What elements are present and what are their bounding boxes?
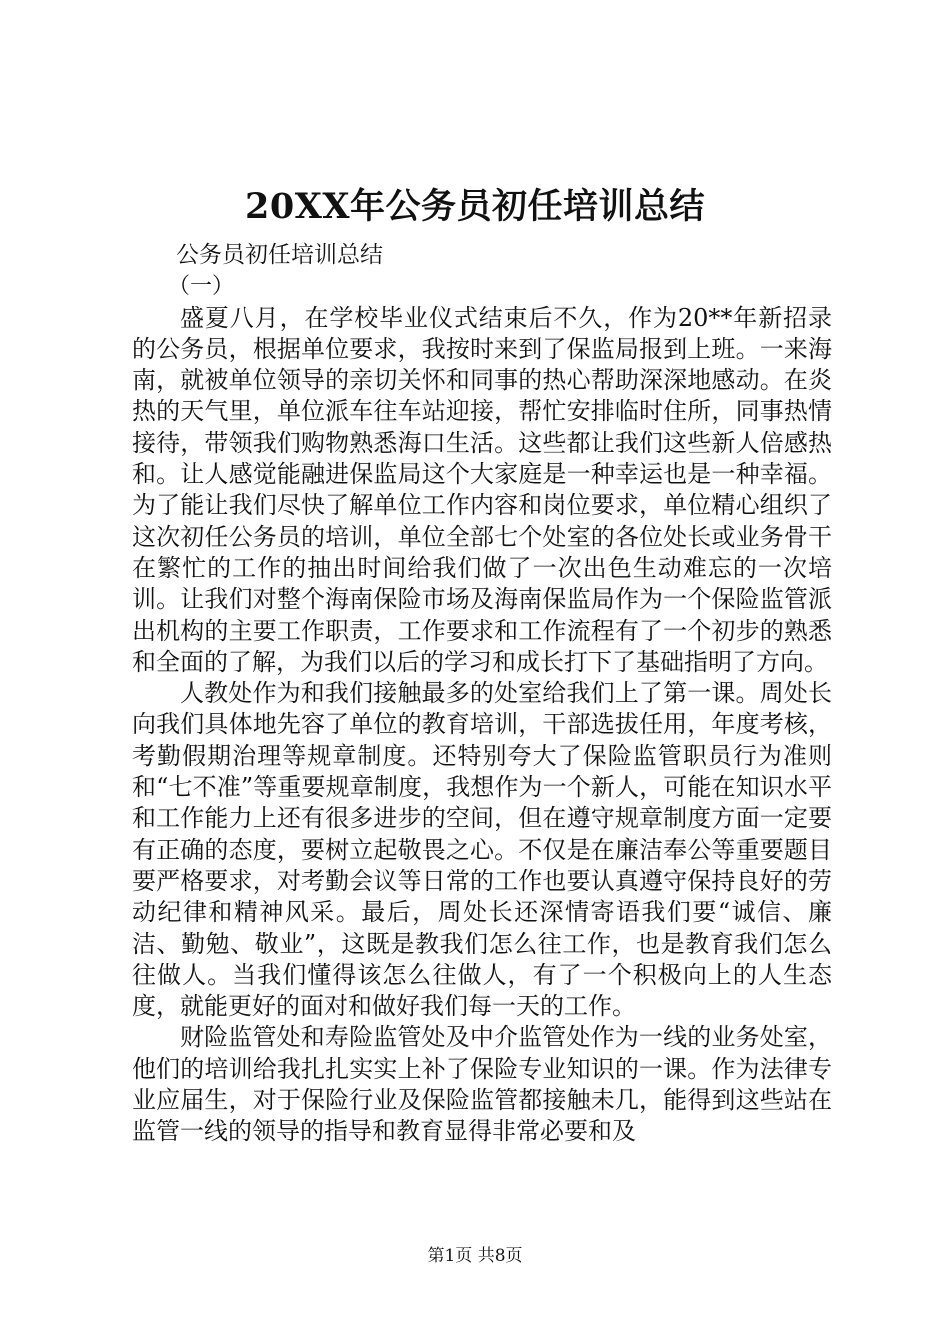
paragraph: 人教处作为和我们接触最多的处室给我们上了第一课。周处长向我们具体地先容了单位的教育培训，干部选拔任用，年度考核，考勤假期治理等规章制度。还特别夸大了保险监管职员行为准则和“七不准”等重要规章制度，我想作为一个新人，可能在知识水平和工作能力上还有很多进步的空间，但在遵守规章制度方面一定要有正确的态度，要树立起敬畏之心。不仅是在廉洁奉公等重要题目要严格要求，对考勤会议等日常的工作也要认真遵守保持良好的劳动纪律和精神风采。最后，周处长还深情寄语我们要“诚信、廉洁、勤勉、敬业”，这既是教我们怎么往工作，也是教育我们怎么往做人。当我们懂得该怎么往做人，有了一个积极向上的人生态度，就能更好的面对和做好我们每一天的工作。 — [132, 679, 832, 1021]
document-body — [132, 240, 832, 1148]
document-title: 20XX年公务员初任培训总结 — [244, 186, 706, 227]
page-footer: 第1页 共8页 — [427, 1246, 523, 1266]
document-subtitle: 公务员初任培训总结 — [176, 242, 383, 268]
paragraph: 盛夏八月，在学校毕业仪式结束后不久，作为20**年新招录的公务员，根据单位要求，我按时来到了保监局报到上班。一来海南，就被单位领导的亲切关怀和同事的热心帮助深深地感动。在炎热的天气里，单位派车往车站迎接，帮忙安排临时住所，同事热情接待，带领我们购物熟悉海口生活。这些都让我们这些新人倍感热和。让人感觉能融进保监局这个大家庭是一种幸运也是一种幸福。为了能让我们尽快了解单位工作内容和岗位要求，单位精心组织了这次初任公务员的培训，单位全部七个处室的各位处长或业务骨干在繁忙的工作的抽出时间给我们做了一次出色生动难忘的一次培训。让我们对整个海南保险市场及海南保监局作为一个保险监管派出机构的主要工作职责，工作要求和工作流程有了一个初步的熟悉和全面的了解，为我们以后的学习和成长打下了基础指明了方向。 — [132, 303, 832, 676]
paragraph: 财险监管处和寿险监管处及中介监管处作为一线的业务处室，他们的培训给我扎扎实实上补了保险专业知识的一课。作为法律专业应届生，对于保险行业及保险监管都接触未几，能得到这些站在监管一线的领导的指导和教育显得非常必要和及 — [132, 1023, 832, 1146]
section-number: （一） — [168, 274, 235, 300]
